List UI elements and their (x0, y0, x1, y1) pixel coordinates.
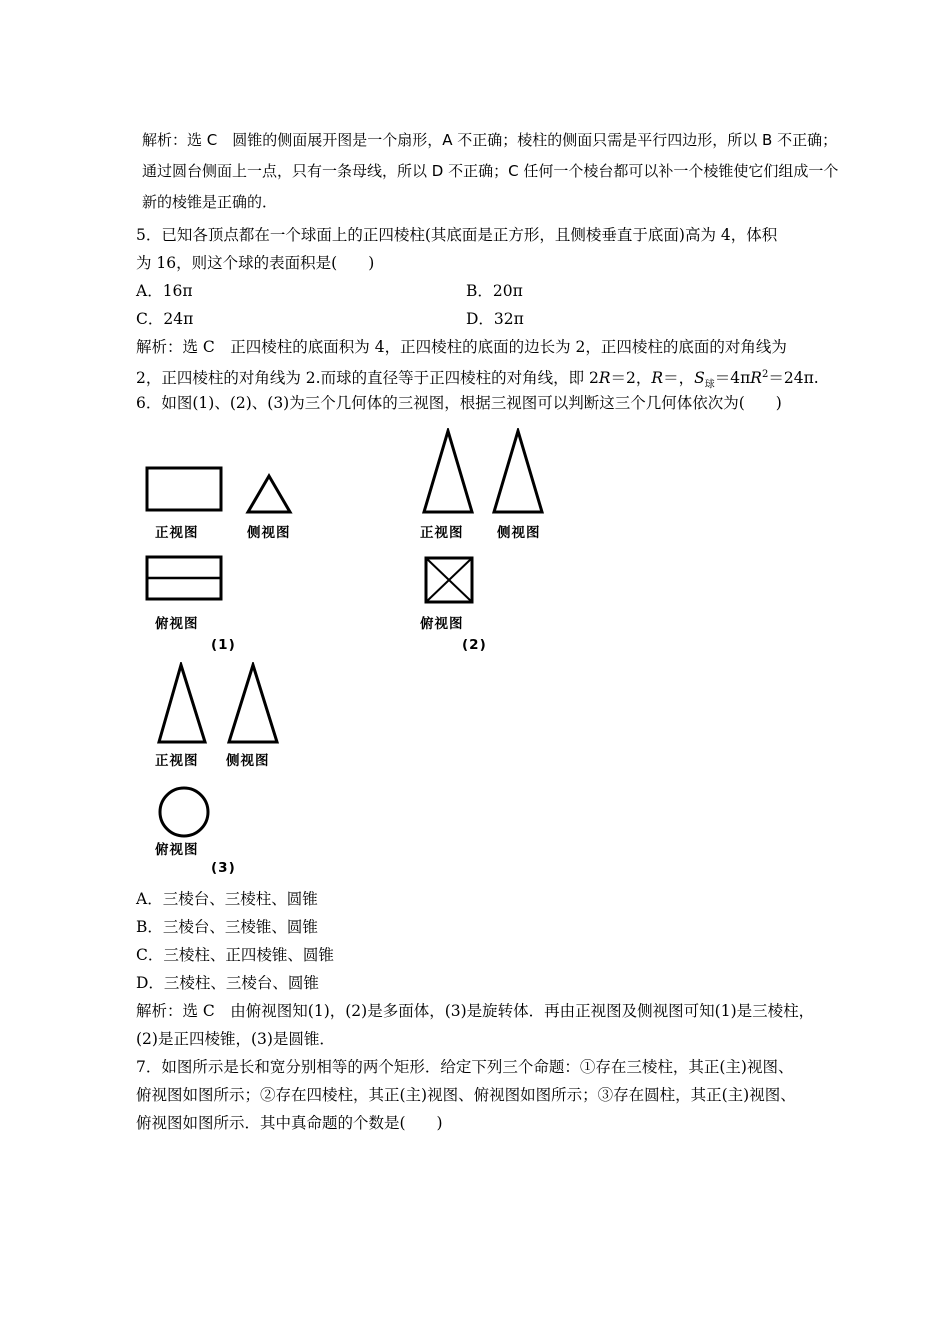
q5-option-c: C．24π (136, 310, 194, 328)
q6-explanation-line-1: 解析：选 C 由俯视图知(1)，(2)是多面体，(3)是旋转体．再由正视图及侧视图可知(1)是三棱柱， (136, 1002, 815, 1020)
fig3-front-view-label: 正视图 (155, 753, 199, 769)
q5-stem-line-1: 5．已知各顶点都在一个球面上的正四棱柱(其底面是正方形，且侧棱垂直于底面)高为 4，体积 (136, 226, 778, 244)
fig1-side-view-label: 侧视图 (247, 525, 291, 541)
q6-option-a: A．三棱台、三棱柱、圆锥 (136, 890, 318, 908)
fig2-caption: (2) (462, 637, 487, 653)
fig1-front-view-rect (145, 466, 225, 514)
q6-option-b: B．三棱台、三棱锥、圆锥 (136, 918, 318, 936)
fig2-top-view-square (424, 556, 476, 606)
fig3-top-view-label: 俯视图 (155, 842, 199, 858)
fig1-caption: (1) (211, 637, 236, 653)
q5-option-a: A．16π (136, 282, 193, 300)
q7-stem-line-2: 俯视图如图所示；②存在四棱柱，其正(主)视图、俯视图如图所示；③存在圆柱，其正(主)视图、 (136, 1086, 796, 1104)
q5-explanation-line-2: 2，正四棱柱的对角线为 2.而球的直径等于正四棱柱的对角线，即 2R＝2，R＝，$S_球=4\pi R^2=24\pi$. (136, 369, 819, 391)
explanation-line-1: 解析：选 C 圆锥的侧面展开图是一个扇形，A 不正确；棱柱的侧面只需是平行四边形，所以 B 不正确； (142, 131, 838, 149)
q5-explanation-line-1: 解析：选 C 正四棱柱的底面积为 4，正四棱柱的底面的边长为 2，正四棱柱的底面的对角线为 (136, 338, 787, 356)
fig2-side-view-triangle (490, 428, 546, 516)
fig3-top-view-circle (157, 785, 211, 839)
fig2-front-view-label: 正视图 (420, 525, 464, 541)
fig2-side-view-label: 侧视图 (497, 525, 541, 541)
fig3-side-view-label: 侧视图 (226, 753, 270, 769)
q6-option-c: C．三棱柱、正四棱锥、圆锥 (136, 946, 334, 964)
fig2-top-view-label: 俯视图 (420, 616, 464, 632)
q7-stem-line-3: 俯视图如图所示．其中真命题的个数是( ) (136, 1114, 443, 1132)
fig1-top-view-rect (145, 555, 225, 603)
q7-stem-line-1: 7．如图所示是长和宽分别相等的两个矩形．给定下列三个命题：①存在三棱柱，其正(主)视图、 (136, 1058, 794, 1076)
fig1-top-view-label: 俯视图 (155, 616, 199, 632)
q5-stem-line-2: 为 16，则这个球的表面积是( ) (136, 254, 375, 272)
q6-stem: 6．如图(1)、(2)、(3)为三个几何体的三视图，根据三视图可以判断这三个几何体依次为( ) (136, 394, 782, 412)
fig1-front-view-label: 正视图 (155, 525, 199, 541)
fig3-caption: (3) (211, 860, 236, 876)
fig2-front-view-triangle (420, 428, 476, 516)
q6-option-d: D．三棱柱、三棱台、圆锥 (136, 974, 319, 992)
explanation-line-2: 通过圆台侧面上一点，只有一条母线，所以 D 不正确；C 任何一个棱台都可以补一个棱锥使它们组成一个 (142, 162, 839, 180)
q5-option-d: D．32π (466, 310, 524, 328)
q5-option-b: B．20π (466, 282, 523, 300)
fig3-front-view-triangle (155, 662, 211, 746)
q6-explanation-line-2: (2)是正四棱锥，(3)是圆锥． (136, 1030, 335, 1048)
fig1-side-view-triangle (245, 473, 293, 515)
fig3-side-view-triangle (225, 662, 281, 746)
explanation-line-3: 新的棱锥是正确的． (142, 193, 278, 211)
